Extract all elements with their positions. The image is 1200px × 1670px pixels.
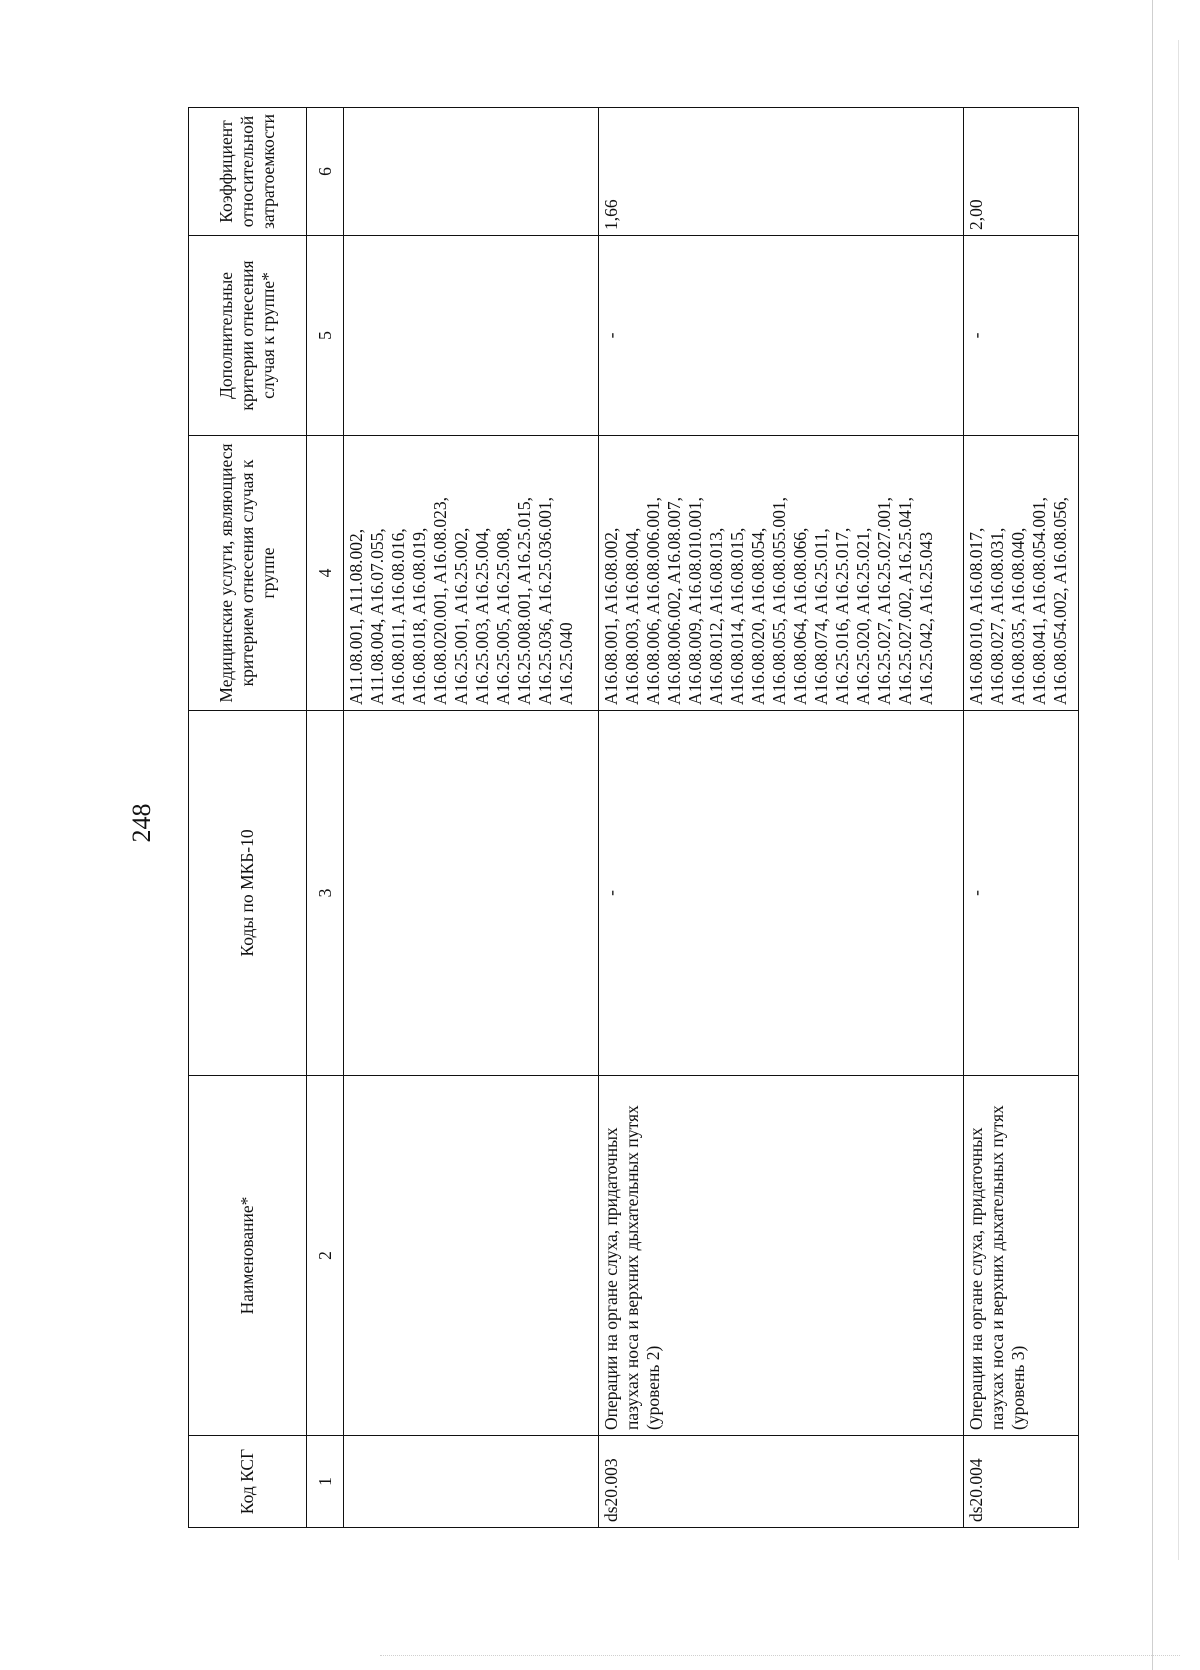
scan-edge-line [1178,40,1179,1560]
header-name: Наименование* [189,1076,307,1436]
service-code-line: A16.08.064, A16.08.066, [790,527,810,705]
row-name [344,1076,599,1436]
table-row [599,108,964,1528]
row-services [344,436,599,711]
service-code-line: A16.08.003, A16.08.004, [622,527,642,705]
ksg-table [188,107,1079,1528]
service-code-line: A16.08.054.002, A16.08.056, [1050,496,1070,705]
rotated-table-wrapper [188,108,1100,1528]
service-code-line: A16.25.042, A16.25.043 [916,531,936,705]
scan-bottom-line [380,1655,1180,1656]
service-code-line: A16.25.040 [556,622,576,705]
column-number: 6 [307,108,344,236]
row-services [599,436,964,711]
service-code-line: A16.08.006, A16.08.006.001, [643,496,663,705]
row-extra [344,236,599,436]
column-number: 1 [307,1436,344,1528]
service-code-line: A16.08.020, A16.08.054, [748,527,768,705]
service-code-line: A16.08.001, A16.08.002, [601,527,621,705]
column-number: 3 [307,711,344,1076]
row-services [964,436,1079,711]
header-row [189,108,307,1528]
row-code: ds20.003 [599,1436,964,1528]
service-code-line: A16.25.001, A16.25.002, [451,527,471,705]
service-code-line: A16.08.018, A16.08.019, [409,527,429,705]
header-mkb: Коды по МКБ-10 [189,711,307,1076]
service-code-line: A16.25.020, A16.25.021, [853,527,873,705]
row-mkb: - [599,711,964,1076]
header-code: Код КСГ [189,1436,307,1528]
row-mkb: - [964,711,1079,1076]
service-code-line: A16.25.036, A16.25.036.001, [535,496,555,705]
header-extra: Дополнительные критерии отнесения случая к группе* [189,236,307,436]
service-code-line: A11.08.001, A11.08.002, [346,528,366,705]
service-code-line: A16.25.016, A16.25.017, [832,527,852,705]
service-code-line: A16.08.035, A16.08.040, [1008,527,1028,705]
scan-edge-line [1152,0,1153,1670]
row-code: ds20.004 [964,1436,1079,1528]
row-coef: 2,00 [964,108,1079,236]
service-code-line: A16.08.020.001, A16.08.023, [430,496,450,705]
row-extra: - [599,236,964,436]
service-code-line: A16.25.003, A16.25.004, [472,527,492,705]
service-code-line: A16.25.027, A16.25.027.001, [874,496,894,705]
service-code-line: A16.25.027.002, A16.25.041, [895,496,915,705]
row-mkb [344,711,599,1076]
header-coef: Коэффициент относительной затратоемкости [189,108,307,236]
column-number: 2 [307,1076,344,1436]
table-row [964,108,1079,1528]
row-code [344,1436,599,1528]
service-code-line: A16.08.009, A16.08.010.001, [685,496,705,705]
column-number: 4 [307,436,344,711]
row-name: Операции на органе слуха, придаточных пазухах носа и верхних дыхательных путях (уровень 2) [599,1076,964,1436]
service-code-line: A16.08.010, A16.08.017, [966,527,986,705]
row-coef [344,108,599,236]
row-extra: - [964,236,1079,436]
service-code-line: A16.25.008.001, A16.25.015, [514,496,534,705]
service-code-line: A16.08.055, A16.08.055.001, [769,496,789,705]
row-name: Операции на органе слуха, придаточных пазухах носа и верхних дыхательных путях (уровень 3) [964,1076,1079,1436]
service-code-line: A16.08.006.002, A16.08.007, [664,496,684,705]
service-code-line: A16.08.011, A16.08.016, [388,528,408,705]
service-code-line: A16.08.012, A16.08.013, [706,527,726,705]
column-number-row [307,108,344,1528]
service-code-line: A11.08.004, A16.07.055, [367,528,387,705]
page-number: 248 [127,803,156,843]
service-code-line: A16.08.041, A16.08.054.001, [1029,496,1049,705]
row-coef: 1,66 [599,108,964,236]
service-code-line: A16.25.005, A16.25.008, [493,527,513,705]
header-services: Медицинские услуги, являющиеся критерием отнесения случая к группе [189,436,307,711]
table-row [344,108,599,1528]
service-code-line: A16.08.027, A16.08.031, [987,527,1007,705]
service-code-line: A16.08.014, A16.08.015, [727,527,747,705]
service-code-line: A16.08.074, A16.25.011, [811,528,831,705]
column-number: 5 [307,236,344,436]
